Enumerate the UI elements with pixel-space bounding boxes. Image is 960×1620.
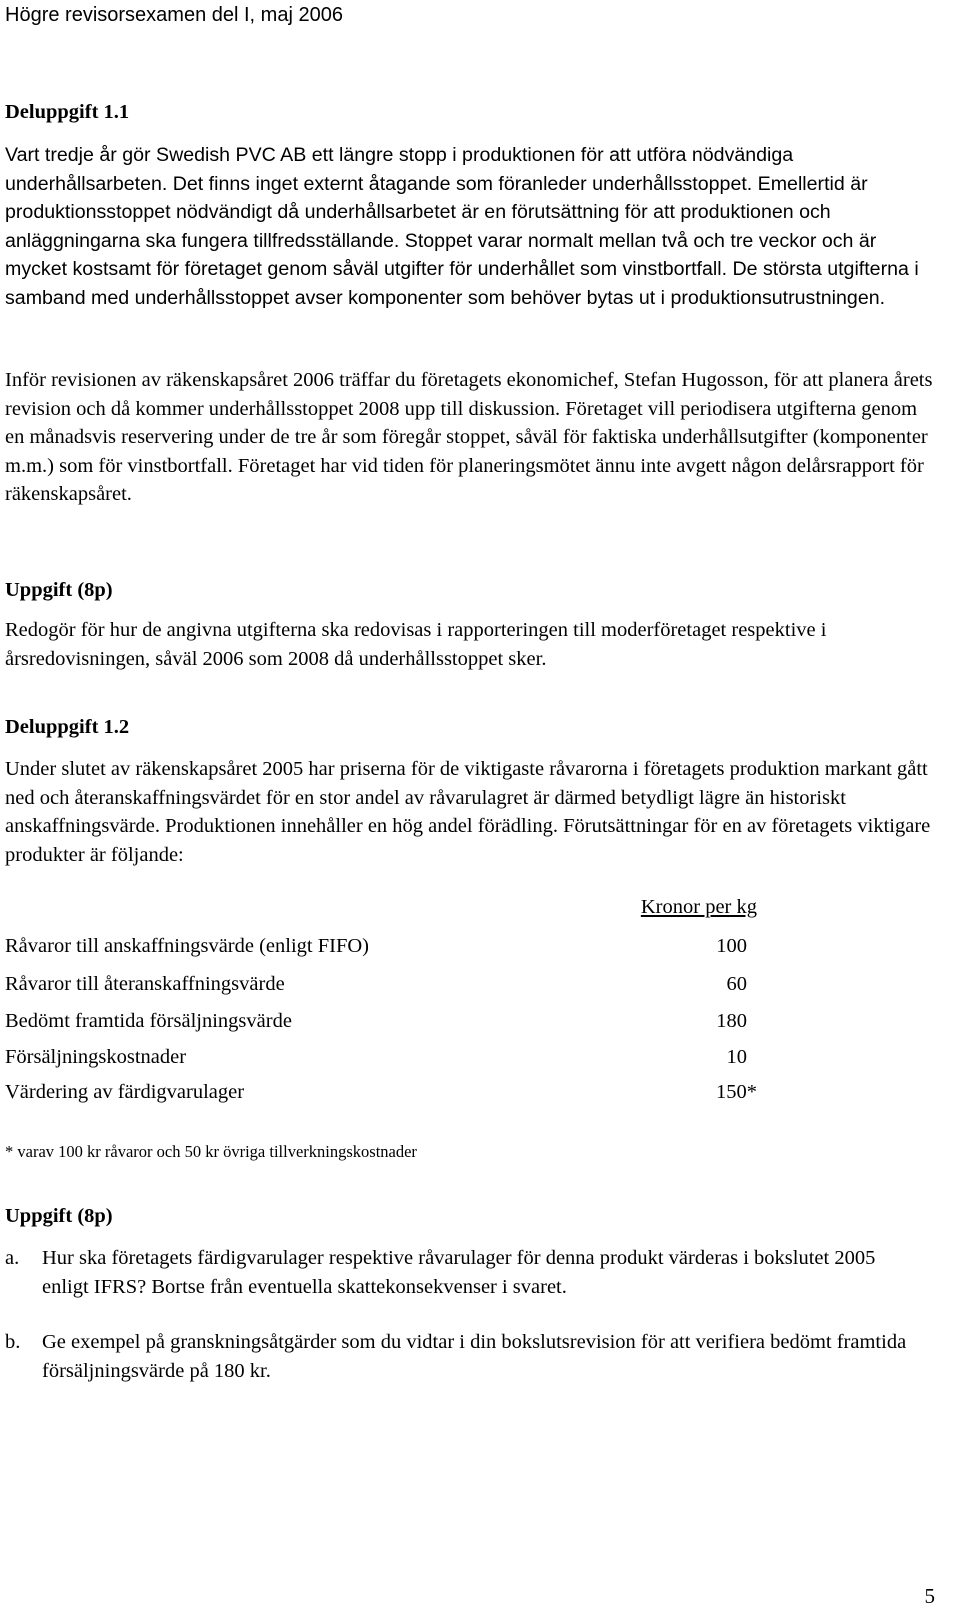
paragraph-text: Inför revisionen av räkenskapsåret 2006 träffar du företagets ekonomichef, Stefan Hugosson, för att planera årets revision och då kommer underhållsstoppet 2008 upp till diskussion. Företaget vill periodisera utgifterna genom en månadsvis reservering under de tre år som föregår stoppet, såväl för faktiska underhållsutgifter (komponenter m.m.) som för vinstbortfall. Företaget har vid tiden för planeringsmötet ännu inte avgett någon delårsrapport för räkenskapsåret. <box>5 369 933 505</box>
row-value: 100 <box>716 935 747 957</box>
row-value: 180 <box>716 1010 747 1032</box>
table-footnote: * varav 100 kr råvaror och 50 kr övriga tillverkningskostnader <box>5 1142 417 1161</box>
task-heading-1: Uppgift (8p) <box>5 579 113 601</box>
paragraph-text: Under slutet av räkenskapsåret 2005 har priserna för de viktigaste råvarorna i företagets produktion markant gått ned och återanskaffningsvärdet för en stor andel av råvarulagret är därmed betydligt lägre än historiskt anskaffningsvärde. Produktionen innehåller en hög andel förädling. Förutsättningar för en av företagets viktigare produkter är följande: <box>5 758 931 866</box>
question-label: a. <box>5 1247 20 1269</box>
table-column-header: Kronor per kg <box>640 896 757 918</box>
paragraph-text: Redogör för hur de angivna utgifterna ska redovisas i rapporteringen till moderföretaget respektive i årsredovisningen, såväl 2006 som 2008 då underhållsstoppet sker. <box>5 619 827 670</box>
row-value: 10 <box>726 1046 747 1068</box>
section-heading-1-1: Deluppgift 1.1 <box>5 101 130 123</box>
section-heading-1-2: Deluppgift 1.2 <box>5 716 130 738</box>
document-header: Högre revisorsexamen del I, maj 2006 <box>5 4 343 26</box>
row-value: 150* <box>716 1081 757 1103</box>
paragraph-text: Vart tredje år gör Swedish PVC AB ett längre stopp i produktionen för att utföra nödvändiga underhållsarbeten. Det finns inget externt åtagande som föranleder underhållsstoppet. Emellertid är produktionsstoppet nödvändigt då underhållsarbetet är en förutsättning för att produktionen och anläggningarna ska fungera tillfredsställande. Stoppet varar normalt mellan två och tre veckor och är mycket kostsamt för företaget genom såväl utgifter för underhållet som vinstbortfall. De största utgifterna i samband med underhållsstoppet avser komponenter som behöver bytas ut i produktionsutrustningen. <box>5 144 919 309</box>
paragraph-revision-meeting <box>5 366 935 509</box>
table-row <box>5 1078 765 1108</box>
row-label: Bedömt framtida försäljningsvärde <box>5 1010 292 1032</box>
row-label: Värdering av färdigvarulager <box>5 1081 245 1103</box>
task-heading-2: Uppgift (8p) <box>5 1205 113 1227</box>
question-text: Ge exempel på granskningsåtgärder som du vidtar i din bokslutsrevision för att verifiera bedömt framtida försäljningsvärde på 180 kr. <box>42 1331 907 1382</box>
row-value: 60 <box>726 973 747 995</box>
table-row <box>5 1043 765 1073</box>
row-label: Försäljningskostnader <box>5 1046 187 1068</box>
row-label: Råvaror till anskaffningsvärde (enligt FIFO) <box>5 935 369 957</box>
table-row <box>5 932 765 962</box>
task-text-1 <box>5 616 935 673</box>
table-row <box>5 1007 765 1037</box>
page-number: 5 <box>924 1584 935 1608</box>
paragraph-maintenance-stop <box>5 141 935 312</box>
question-label: b. <box>5 1331 21 1353</box>
table-row <box>5 970 765 1000</box>
paragraph-raw-materials <box>5 755 935 869</box>
row-label: Råvaror till återanskaffningsvärde <box>5 973 285 995</box>
question-text: Hur ska företagets färdigvarulager respektive råvarulager för denna produkt värderas i bokslutet 2005 enligt IFRS? Bortse från eventuella skattekonsekvenser i svaret. <box>42 1247 876 1298</box>
